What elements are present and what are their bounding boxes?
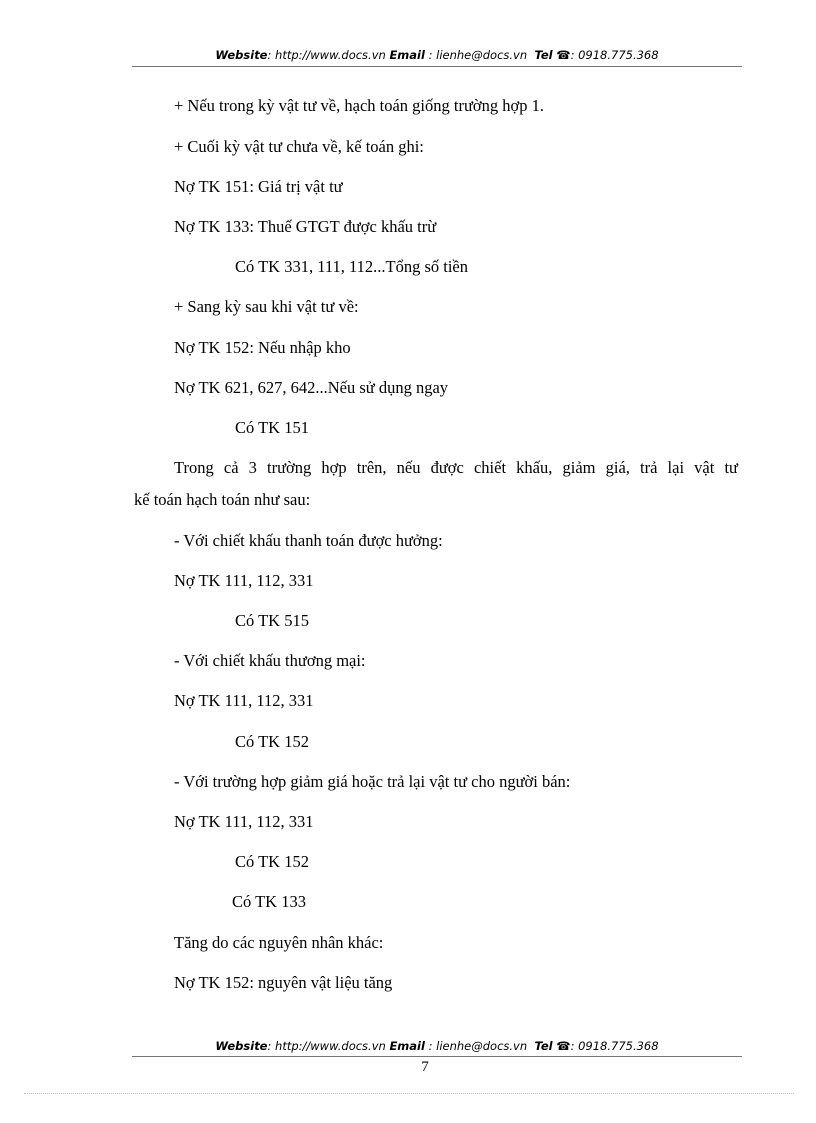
text-line: + Nếu trong kỳ vật tư về, hạch toán giống trường hợp 1. bbox=[174, 96, 544, 115]
text-line: Có TK 133 bbox=[232, 892, 306, 911]
text-line: Có TK 331, 111, 112...Tổng số tiền bbox=[235, 257, 468, 276]
text-line: - Với trường hợp giảm giá hoặc trả lại vật tư cho người bán: bbox=[174, 772, 571, 791]
text-line: - Với chiết khấu thương mại: bbox=[174, 651, 366, 670]
text-line: Nợ TK 621, 627, 642...Nếu sử dụng ngay bbox=[174, 378, 449, 397]
text-line: Nợ TK 111, 112, 331 bbox=[174, 571, 314, 590]
text-line: Nợ TK 151: Giá trị vật tư bbox=[174, 177, 343, 196]
page-header bbox=[132, 48, 742, 62]
text-line: Tăng do các nguyên nhân khác: bbox=[174, 933, 384, 952]
text-line: Có TK 515 bbox=[235, 611, 309, 630]
page-number: 7 bbox=[421, 1059, 429, 1075]
footer-email-label: Email bbox=[389, 1039, 425, 1053]
text-line: Nợ TK 111, 112, 331 bbox=[174, 812, 314, 831]
text-line: kế toán hạch toán như sau: bbox=[134, 490, 311, 509]
text-line: Có TK 152 bbox=[235, 732, 309, 751]
text-line: Nợ TK 111, 112, 331 bbox=[174, 691, 314, 710]
phone-icon: ☎ bbox=[556, 1039, 571, 1053]
page-break-line bbox=[24, 1093, 794, 1094]
footer-website-label: Website bbox=[215, 1039, 268, 1053]
header-email-value: : lienhe@docs.vn bbox=[428, 48, 528, 62]
text-line: Có TK 151 bbox=[235, 418, 309, 437]
footer-rule bbox=[132, 1056, 742, 1057]
text-line: Nợ TK 152: nguyên vật liệu tăng bbox=[174, 973, 393, 992]
text-line: + Sang kỳ sau khi vật tư về: bbox=[174, 297, 359, 316]
header-email-label: Email bbox=[389, 48, 425, 62]
footer-tel-label: Tel bbox=[534, 1039, 553, 1053]
header-tel-label: Tel bbox=[534, 48, 553, 62]
text-line: - Với chiết khấu thanh toán được hưởng: bbox=[174, 531, 443, 550]
footer-website-url: : http://www.docs.vn bbox=[267, 1039, 386, 1053]
text-line: Nợ TK 133: Thuế GTGT được khấu trừ bbox=[174, 217, 437, 236]
header-rule bbox=[132, 66, 742, 67]
text-line: + Cuối kỳ vật tư chưa về, kế toán ghi: bbox=[174, 137, 424, 156]
footer-tel-value: : 0918.775.368 bbox=[570, 1039, 659, 1053]
phone-icon: ☎ bbox=[556, 48, 571, 62]
text-line: Nợ TK 152: Nếu nhập kho bbox=[174, 338, 351, 357]
text-line: Trong cả 3 trường hợp trên, nếu được chiết khấu, giảm giá, trả lại vật tư bbox=[174, 458, 738, 477]
header-tel-value: : 0918.775.368 bbox=[570, 48, 659, 62]
header-website-url: : http://www.docs.vn bbox=[267, 48, 386, 62]
footer-email-value: : lienhe@docs.vn bbox=[428, 1039, 528, 1053]
text-line: Có TK 152 bbox=[235, 852, 309, 871]
header-website-label: Website bbox=[215, 48, 268, 62]
page-footer bbox=[132, 1039, 742, 1053]
